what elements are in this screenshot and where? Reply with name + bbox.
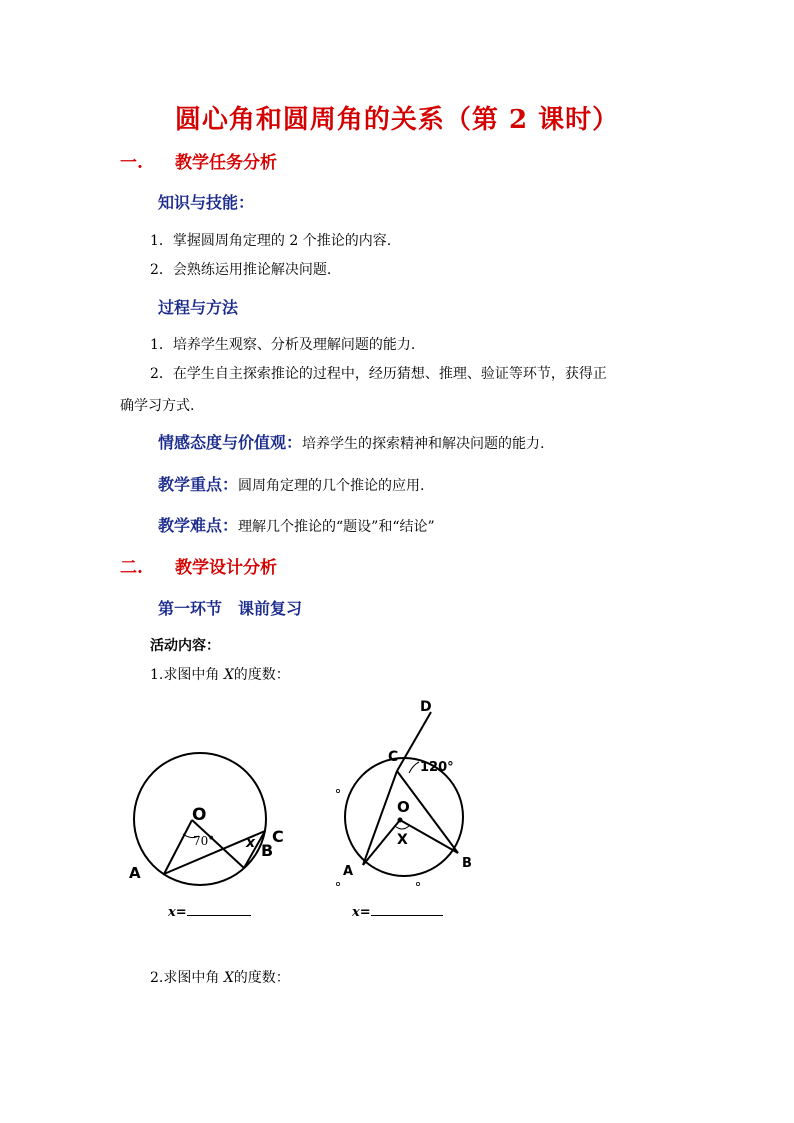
process-item-1: 1．培养学生观察、分析及理解问题的能力. xyxy=(150,337,416,353)
fig2-label-D: D xyxy=(420,699,432,715)
fig2-answer-label: x= xyxy=(352,905,371,920)
section-2-number: 二. xyxy=(120,558,143,578)
activity-label: 活动内容： xyxy=(150,638,220,654)
fig2-angle-X-arc xyxy=(395,826,409,829)
fig1-answer-label: x= xyxy=(168,905,187,920)
fig2-center-dot xyxy=(398,818,403,823)
question-1-suffix: 的度数： xyxy=(233,667,290,683)
fig2-answer xyxy=(352,905,443,920)
fig1-answer xyxy=(168,905,251,920)
question-2-prefix: 2.求图中角 xyxy=(150,970,224,986)
process-item-2-cont: 确学习方式. xyxy=(120,398,195,414)
emotion-label: 情感态度与价值观： xyxy=(158,433,303,452)
question-2-variable: X xyxy=(223,970,234,986)
fig2-segment-AO xyxy=(363,820,400,865)
emotion-text: 培养学生的探索精神和解决问题的能力. xyxy=(302,436,545,452)
fig2-mark-dot-1 xyxy=(336,789,339,792)
page-title: 圆心角和圆周角的关系（第 2 课时） xyxy=(174,105,620,135)
section-1-title: 教学任务分析 xyxy=(175,153,277,173)
question-1-variable: X xyxy=(223,667,234,683)
fig2-segment-OB xyxy=(400,820,458,853)
question-1-prefix: 1.求图中角 xyxy=(150,667,224,683)
fig1-label-angle: 70° xyxy=(193,834,215,848)
fig1-answer-blank[interactable] xyxy=(187,915,251,916)
fig2-segment-AC xyxy=(363,771,397,865)
fig2-label-C: C xyxy=(388,749,399,765)
fig2-answer-blank[interactable] xyxy=(371,915,443,916)
fig2-angle-120-arc xyxy=(409,762,419,773)
fig2-label-A: A xyxy=(343,864,354,879)
section-2-title: 教学设计分析 xyxy=(175,558,277,578)
fig1-label-O: O xyxy=(192,805,207,825)
fig1-label-x: x xyxy=(246,835,256,851)
question-2-suffix: 的度数： xyxy=(233,970,290,986)
difficulty-label: 教学难点： xyxy=(158,516,239,535)
knowledge-item-1: 1．掌握圆周角定理的 2 个推论的内容. xyxy=(150,233,392,249)
keypoint-label: 教学重点： xyxy=(158,475,239,494)
fig2-mark-dot-3 xyxy=(416,882,419,885)
process-heading: 过程与方法 xyxy=(158,298,239,317)
fig1-segment-AO xyxy=(164,820,192,874)
fig2-label-angle: 120° xyxy=(420,760,454,775)
fig1-label-B: B xyxy=(261,841,274,860)
process-item-2: 2．在学生自主探索推论的过程中，经历猜想、推理、验证等环节，获得正 xyxy=(150,366,607,382)
fig2-mark-dot-2 xyxy=(336,882,339,885)
figure-2 xyxy=(345,712,463,876)
stage-1-heading: 第一环节 课前复习 xyxy=(158,599,303,618)
knowledge-item-2: 2．会熟练运用推论解决问题. xyxy=(150,262,332,278)
knowledge-heading: 知识与技能： xyxy=(158,193,255,212)
difficulty-text: 理解几个推论的“题设”和“结论” xyxy=(238,519,435,535)
question-2 xyxy=(150,967,290,987)
section-1-number: 一. xyxy=(120,153,143,173)
fig1-label-C: C xyxy=(272,827,284,846)
fig2-label-X: X xyxy=(397,832,408,848)
fig2-label-O: O xyxy=(397,798,410,816)
fig1-label-A: A xyxy=(129,864,141,882)
fig2-circle xyxy=(345,758,463,876)
keypoint-text: 圆周角定理的几个推论的应用. xyxy=(238,478,425,494)
fig2-label-B: B xyxy=(462,856,472,871)
